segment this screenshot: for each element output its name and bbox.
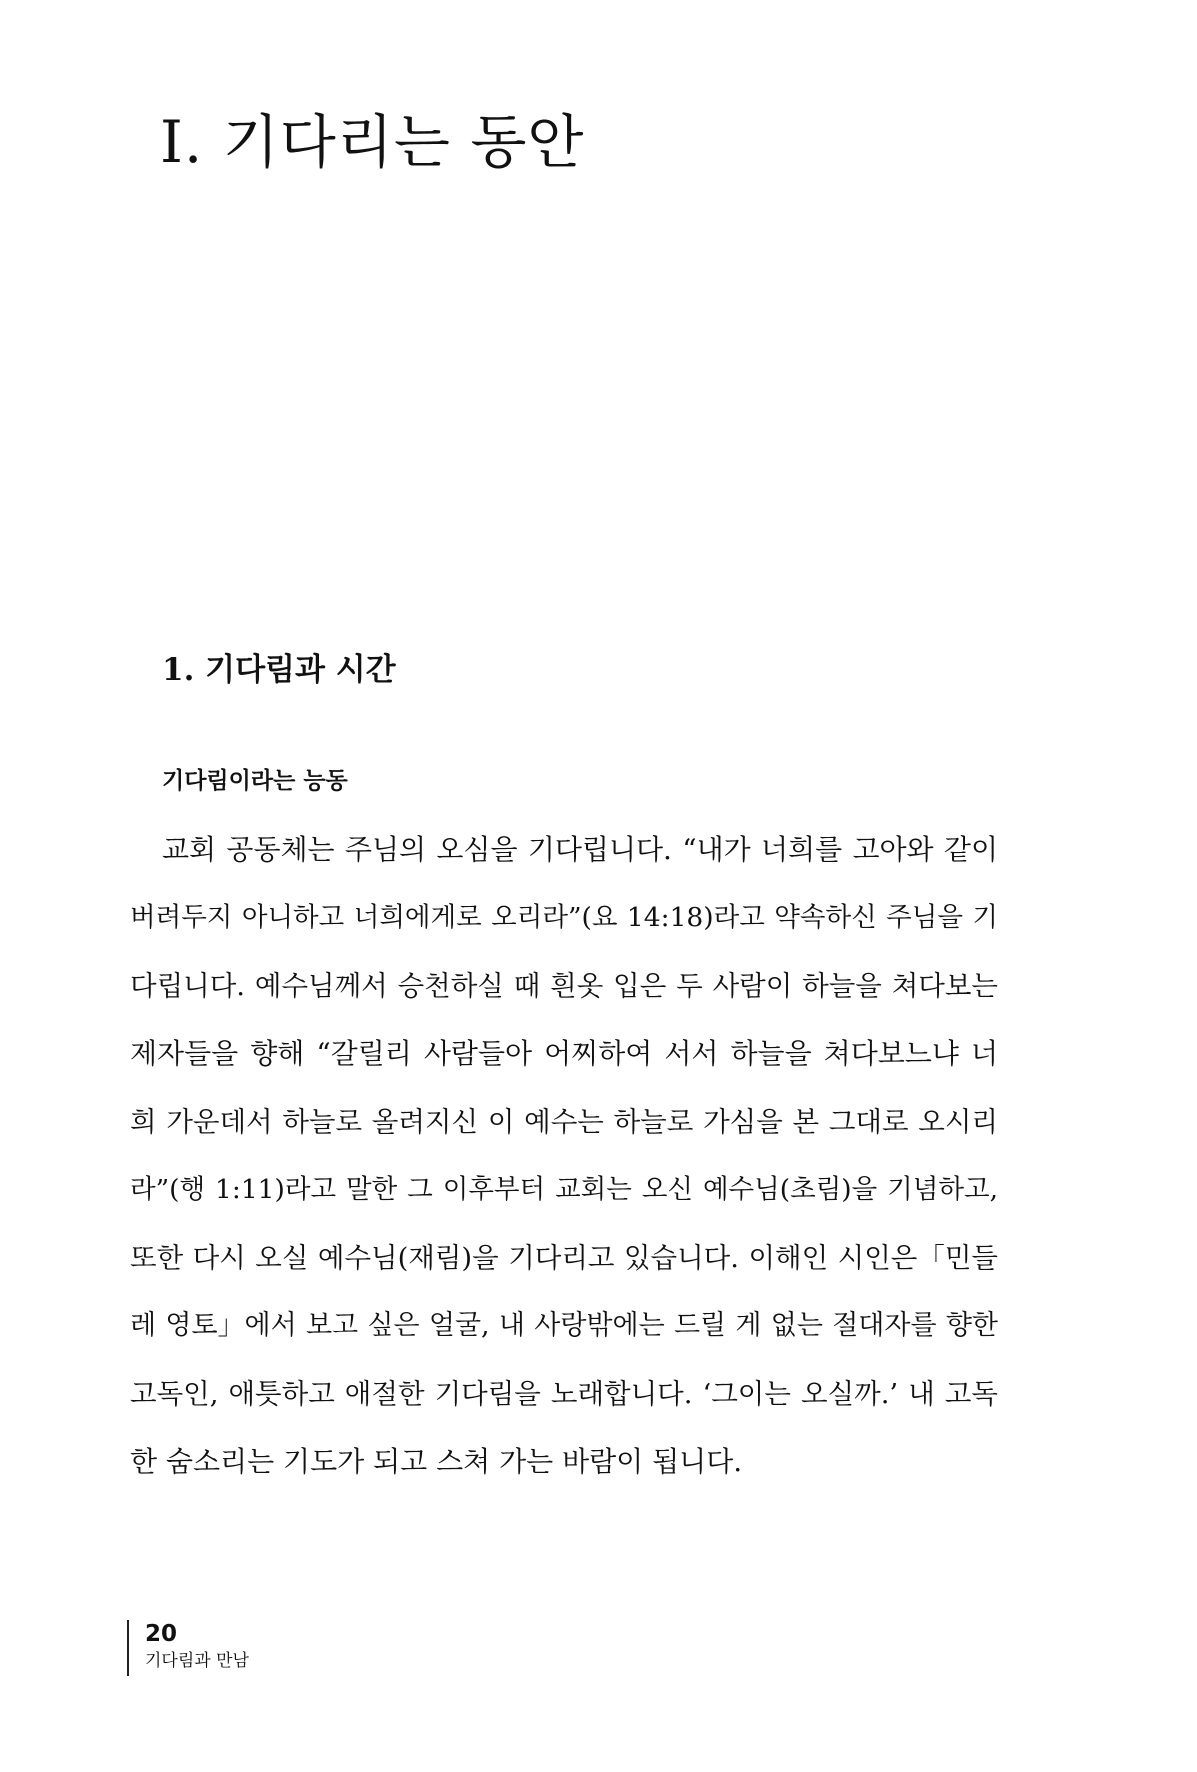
body-line: 또한 다시 오실 예수님(재림)을 기다리고 있습니다. 이해인 시인은「민들	[130, 1242, 998, 1274]
body-line: 한 숨소리는 기도가 되고 스쳐 가는 바람이 됩니다.	[130, 1445, 743, 1478]
body-line: 버려두지 아니하고 너희에게로 오리라”(요 14:18)라고 약속하신 주님을 기	[130, 902, 998, 933]
body-line: 고독인, 애틋하고 애절한 기다림을 노래합니다. ‘그이는 오실까.’ 내 고독	[130, 1378, 998, 1410]
subsection-title: 기다림이라는 능동	[162, 768, 348, 794]
body-line: 라”(행 1:11)라고 말한 그 이후부터 교회는 오신 예수님(초림)을 기념하고,	[130, 1174, 998, 1205]
body-line: 제자들을 향해 “갈릴리 사람들아 어찌하여 서서 하늘을 쳐다보느냐 너	[130, 1037, 998, 1070]
body-paragraph	[130, 828, 1000, 1508]
body-line: 레 영토」에서 보고 싶은 얼굴, 내 사랑밖에는 드릴 게 없는 절대자를 향한	[130, 1310, 998, 1341]
body-line: 교회 공동체는 주님의 오심을 기다립니다. “내가 너희를 고아와 같이	[162, 833, 998, 866]
page-footer	[127, 1620, 249, 1676]
page-number: 20	[145, 1621, 178, 1647]
body-line: 희 가운데서 하늘로 올려지신 이 예수는 하늘로 가심을 본 그대로 오시리	[130, 1106, 999, 1138]
section-title: 1. 기다림과 시간	[162, 652, 396, 688]
chapter-title: Ⅰ. 기다리는 동안	[160, 108, 585, 176]
body-line: 다립니다. 예수님께서 승천하실 때 흰옷 입은 두 사람이 하늘을 쳐다보는	[130, 970, 998, 1002]
running-book-title: 기다림과 만남	[145, 1651, 249, 1671]
